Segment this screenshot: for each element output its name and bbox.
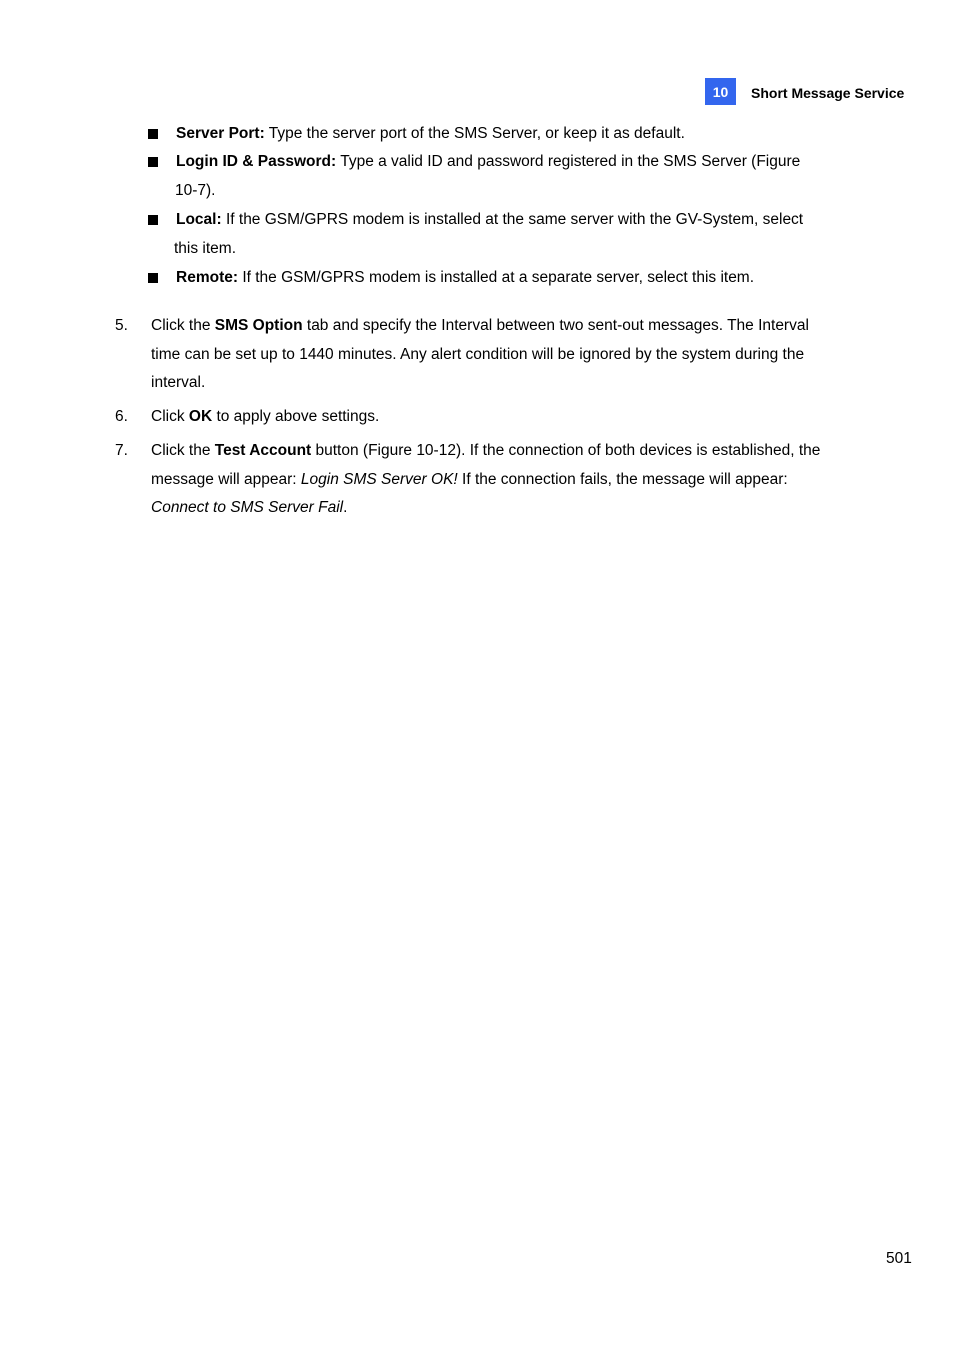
bullet-text-continued: 10-7). — [175, 182, 216, 199]
ui-term: OK — [188, 408, 213, 425]
bullet-square-icon — [148, 273, 158, 283]
step-number: 6. — [115, 408, 128, 425]
chapter-title: Short Message Service — [751, 85, 905, 101]
bullet-item — [176, 210, 803, 230]
step-text-continued: time can be set up to 1440 minutes. Any alert condition will be ignored by the system during the — [151, 346, 805, 363]
bullet-text: Type a valid ID and password registered in the SMS Server (Figure — [336, 153, 801, 170]
bullet-term: Login ID & Password: — [176, 153, 337, 170]
ui-term: Test Account — [214, 442, 312, 459]
bullet-text-continued: this item. — [174, 240, 237, 257]
bullet-square-icon — [148, 215, 158, 225]
message-text: Connect to SMS Server Fail — [151, 499, 344, 516]
step-text: Click the Test Account button (Figure 10-12). If the connection of both devices is established, the — [151, 442, 821, 459]
bullet-item — [176, 152, 800, 172]
bullet-square-icon — [148, 157, 158, 167]
page-number: 501 — [886, 1250, 912, 1267]
bullet-item — [176, 268, 754, 288]
bullet-text: If the GSM/GPRS modem is installed at the same server with the GV-System, select — [221, 211, 804, 228]
step-text-continued: Connect to SMS Server Fail. — [151, 499, 348, 516]
bullet-square-icon — [148, 129, 158, 139]
step-number: 5. — [115, 317, 128, 334]
bullet-term: Remote: — [176, 269, 239, 286]
ui-term: SMS Option — [214, 317, 303, 334]
step-number: 7. — [115, 442, 128, 459]
step-text-continued: interval. — [151, 374, 206, 391]
chapter-number-badge: 10 — [705, 78, 736, 105]
step-text: Click the SMS Option tab and specify the Interval between two sent-out messages. The Interval — [151, 317, 809, 334]
bullet-item — [176, 124, 685, 144]
step-text-continued: message will appear: Login SMS Server OK! If the connection fails, the message will appear: — [151, 471, 788, 488]
step-text: Click OK to apply above settings. — [151, 408, 380, 425]
bullet-term: Local: — [176, 211, 222, 228]
bullet-text: If the GSM/GPRS modem is installed at a separate server, select this item. — [238, 269, 755, 286]
bullet-term: Server Port: — [176, 125, 265, 142]
message-text: Login SMS Server OK! — [300, 471, 458, 488]
bullet-text: Type the server port of the SMS Server, or keep it as default. — [264, 125, 685, 142]
